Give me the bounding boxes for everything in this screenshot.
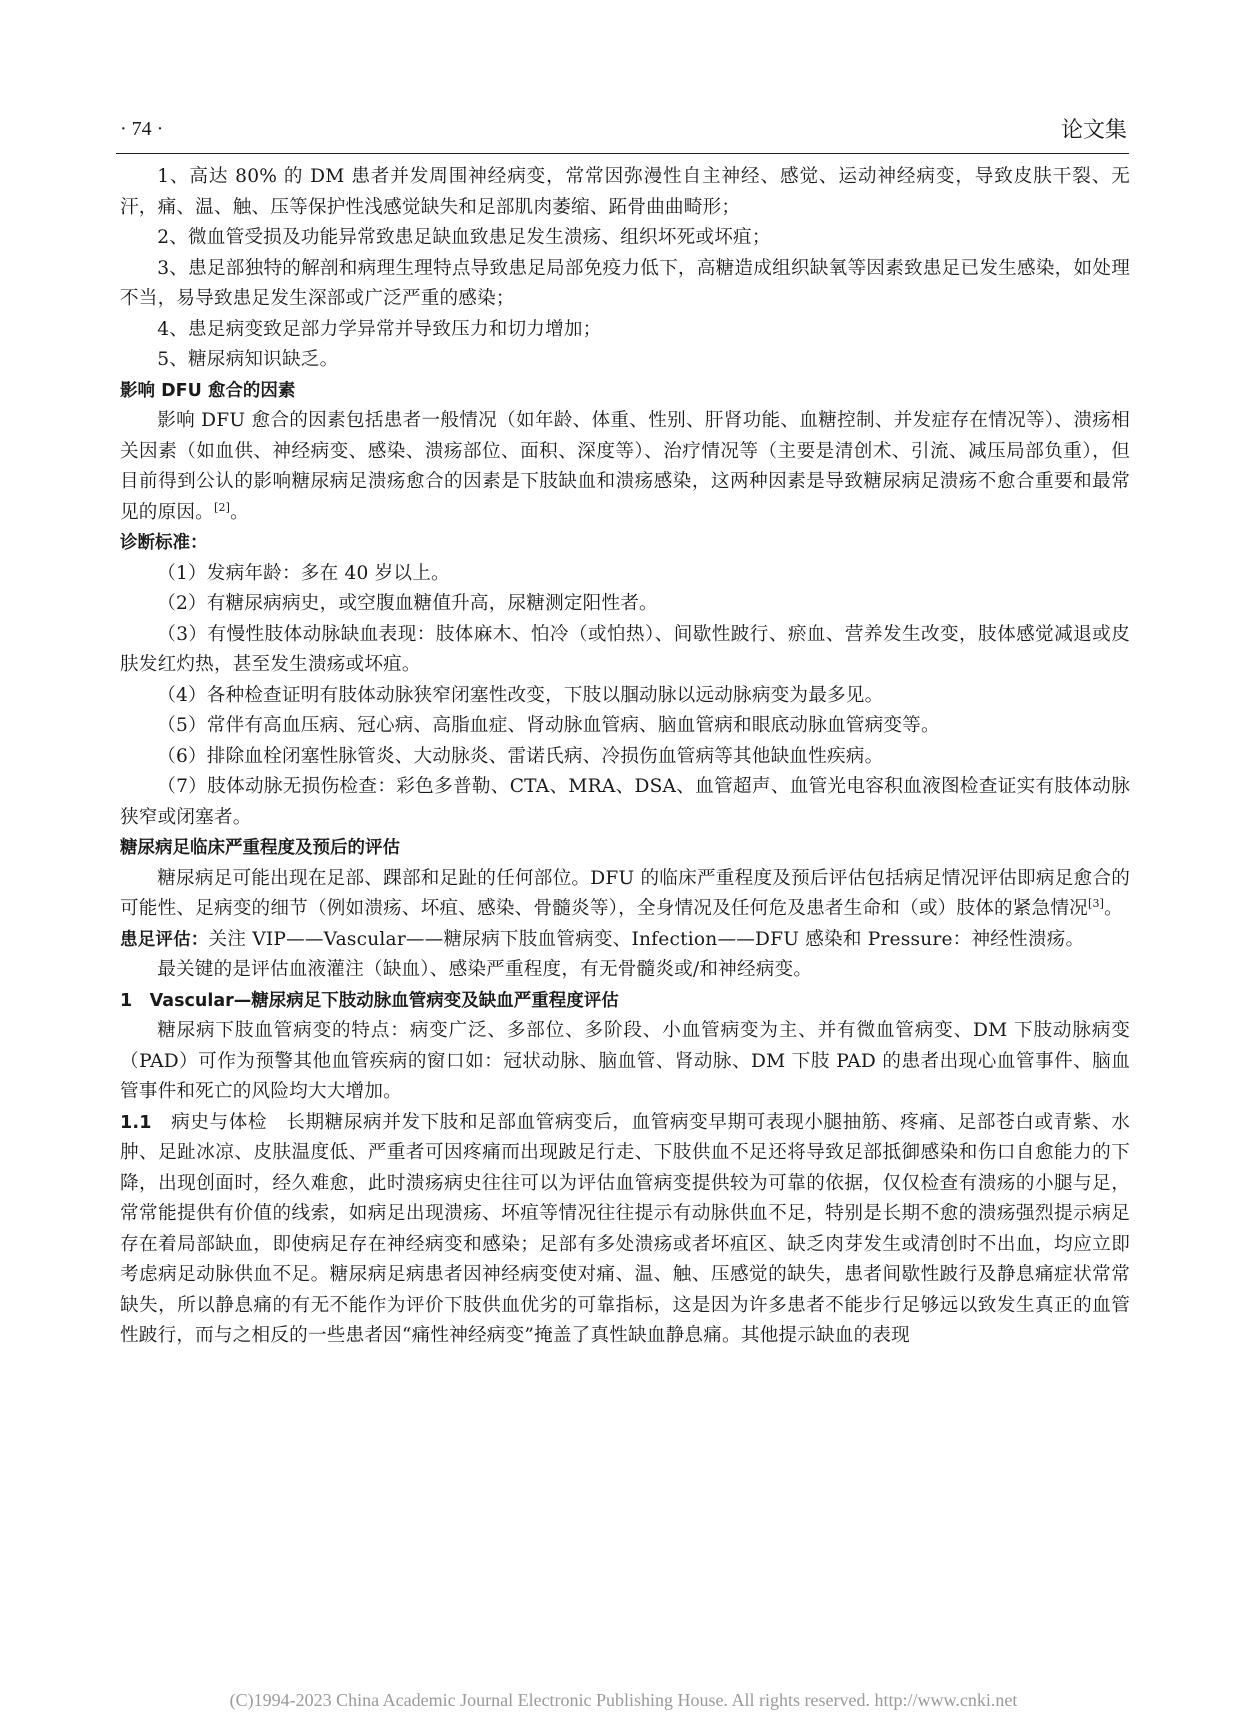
paragraph	[120, 955, 1130, 986]
section-heading: 影响 DFU 愈合的因素	[120, 380, 296, 401]
paragraph-text: 3、患足部独特的解剖和病理生理特点导致患足局部免疫力低下，高糖造成组织缺氧等因素致患足已发生感染，如处理不当，易导致患足发生深部或广泛严重的感染；	[120, 257, 1130, 309]
paragraph-text: 关注 VIP——Vascular——糖尿病下肢血管病变、Infection——DFU 感染和 Pressure：神经性溃疡。	[208, 928, 1085, 950]
article-body	[120, 162, 1130, 1352]
paragraph-text: （3）有慢性肢体动脉缺血表现：肢体麻木、怕冷（或怕热）、间歇性跛行、瘀血、营养发生改变，肢体感觉减退或皮肤发红灼热，甚至发生溃疡或坏疽。	[120, 623, 1130, 675]
section-heading: 糖尿病足临床严重程度及预后的评估	[120, 838, 400, 858]
paragraph-text: （2）有糖尿病病史，或空腹血糖值升高，尿糖测定阳性者。	[157, 593, 658, 614]
paragraph-text: （7）肢体动脉无损伤检查：彩色多普勒、CTA、MRA、DSA、血管超声、血管光电容积血液图检查证实有肢体动脉狭窄或闭塞者。	[120, 776, 1130, 828]
paragraph-text: 糖尿病下肢血管病变的特点：病变广泛、多部位、多阶段、小血管病变为主、并有微血管病变、DM 下肢动脉病变（PAD）可作为预警其他血管疾病的窗口如：冠状动脉、脑血管、肾动脉、DM 下肢 PAD 的患者出现心血管事件、脑血管事件和死亡的风险均大大增加。	[120, 1020, 1130, 1102]
inline-heading: 1.1	[120, 1112, 152, 1133]
paragraph	[120, 1108, 1130, 1352]
paragraph-text: （4）各种检查证明有肢体动脉狭窄闭塞性改变，下肢以腘动脉以远动脉病变为最多见。	[157, 684, 884, 706]
paragraph-tail: 。	[1104, 898, 1123, 919]
paragraph	[120, 711, 1130, 742]
paragraph	[120, 772, 1130, 833]
paragraph-text: 病史与体检 长期糖尿病并发下肢和足部血管病变后，血管病变早期可表现小腿抽筋、疼痛、足部苍白或青紫、水肿、足趾冰凉、皮肤温度低、严重者可因疼痛而出现跛足行走、下肢供血不足还将导致足部抵御感染和伤口自愈能力的下降，出现创面时，经久难愈，此时溃疡病史往往可以为评估血管病变提供较为可靠的依据，仅仅检查有溃疡的小腿与足，常常能提供有价值的线索，如病足出现溃疡、坏疽等情况往往提示有动脉供血不足，特别是长期不愈的溃疡强烈提示病足存在着局部缺血，即使病足存在神经病变和感染；足部有多处溃疡或者坏疽区、缺乏肉芽发生或清创时不出血，均应立即考虑病足动脉供血不足。糖尿病足病患者因神经病变使对痛、温、触、压感觉的缺失，患者间歇性跛行及静息痛症状常常缺失，所以静息痛的有无不能作为评价下肢供血优劣的可靠指标，这是因为许多患者不能步行足够远以致发生真正的血管性跛行，而与之相反的一些患者因“痛性神经病变”掩盖了真性缺血静息痛。其他提示缺血的表现	[120, 1111, 1130, 1346]
collection-title: 论文集	[1060, 118, 1127, 143]
paragraph-text: （5）常伴有高血压病、冠心病、高脂血症、肾动脉血管病、脑血管病和眼底动脉血管病变等。	[157, 715, 940, 736]
paragraph-text: 5、糖尿病知识缺乏。	[157, 349, 339, 370]
paragraph	[120, 345, 1130, 376]
paragraph	[120, 1016, 1130, 1108]
paragraph-text: 影响 DFU 愈合的因素包括患者一般情况（如年龄、体重、性别、肝肾功能、血糖控制、并发症存在情况等）、溃疡相关因素（如血供、神经病变、感染、溃疡部位、面积、深度等）、治疗情况等（主要是清创术、引流、减压局部负重），但目前得到公认的影响糖尿病足溃疡愈合的因素是下肢缺血和溃疡感染，这两种因素是导致糖尿病足溃疡不愈合重要和最常见的原因。	[120, 410, 1130, 523]
paragraph	[120, 742, 1130, 773]
paragraph	[120, 315, 1130, 346]
paragraph	[120, 589, 1130, 620]
paragraph-tail: 。	[230, 501, 249, 523]
paragraph-text: （1）发病年龄：多在 40 岁以上。	[157, 562, 450, 584]
paragraph	[120, 254, 1130, 315]
copyright-footer: (C)1994-2023 China Academic Journal Electronic Publishing House. All rights reserved. http://www.cnki.net	[229, 1690, 1018, 1710]
paragraph	[120, 864, 1130, 925]
citation-ref: [3]	[1087, 896, 1105, 910]
paragraph	[120, 559, 1130, 590]
section-heading: 诊断标准：	[120, 533, 208, 553]
citation-ref: [2]	[213, 500, 231, 514]
paragraph	[120, 925, 1130, 956]
paragraph	[120, 620, 1130, 681]
paragraph-text: 最关键的是评估血液灌注（缺血）、感染严重程度，有无骨髓炎或/和神经病变。	[157, 959, 813, 980]
section-heading: 1 Vascular—糖尿病足下肢动脉血管病变及缺血严重程度评估	[120, 990, 619, 1011]
paragraph-text: 4、患足病变致足部力学异常并导致压力和切力增加；	[157, 318, 602, 340]
paragraph-text: 糖尿病足可能出现在足部、踝部和足趾的任何部位。DFU 的临床严重程度及预后评估包括病足情况评估即病足愈合的可能性、足病变的细节（例如溃疡、坏疽、感染、骨髓炎等），全身情况及任何危及患者生命和（或）肢体的紧急情况	[120, 867, 1130, 919]
header-divider	[116, 153, 1129, 154]
inline-heading: 患足评估：	[120, 929, 209, 950]
paragraph	[120, 681, 1130, 712]
paragraph-text: （6）排除血栓闭塞性脉管炎、大动脉炎、雷诺氏病、冷损伤血管病等其他缺血性疾病。	[157, 745, 884, 767]
paragraph-text: 1、高达 80% 的 DM 患者并发周围神经病变，常常因弥漫性自主神经、感觉、运动神经病变，导致皮肤干裂、无汗，痛、温、触、压等保护性浅感觉缺失和足部肌肉萎缩、跖骨曲曲畸形；	[120, 166, 1130, 218]
paragraph	[120, 223, 1130, 254]
paragraph	[120, 162, 1130, 223]
paragraph	[120, 406, 1130, 528]
paragraph-text: 2、微血管受损及功能异常致患足缺血致患足发生溃疡、组织坏死或坏疽；	[157, 227, 771, 248]
page-number: · 74 ·	[120, 118, 164, 140]
